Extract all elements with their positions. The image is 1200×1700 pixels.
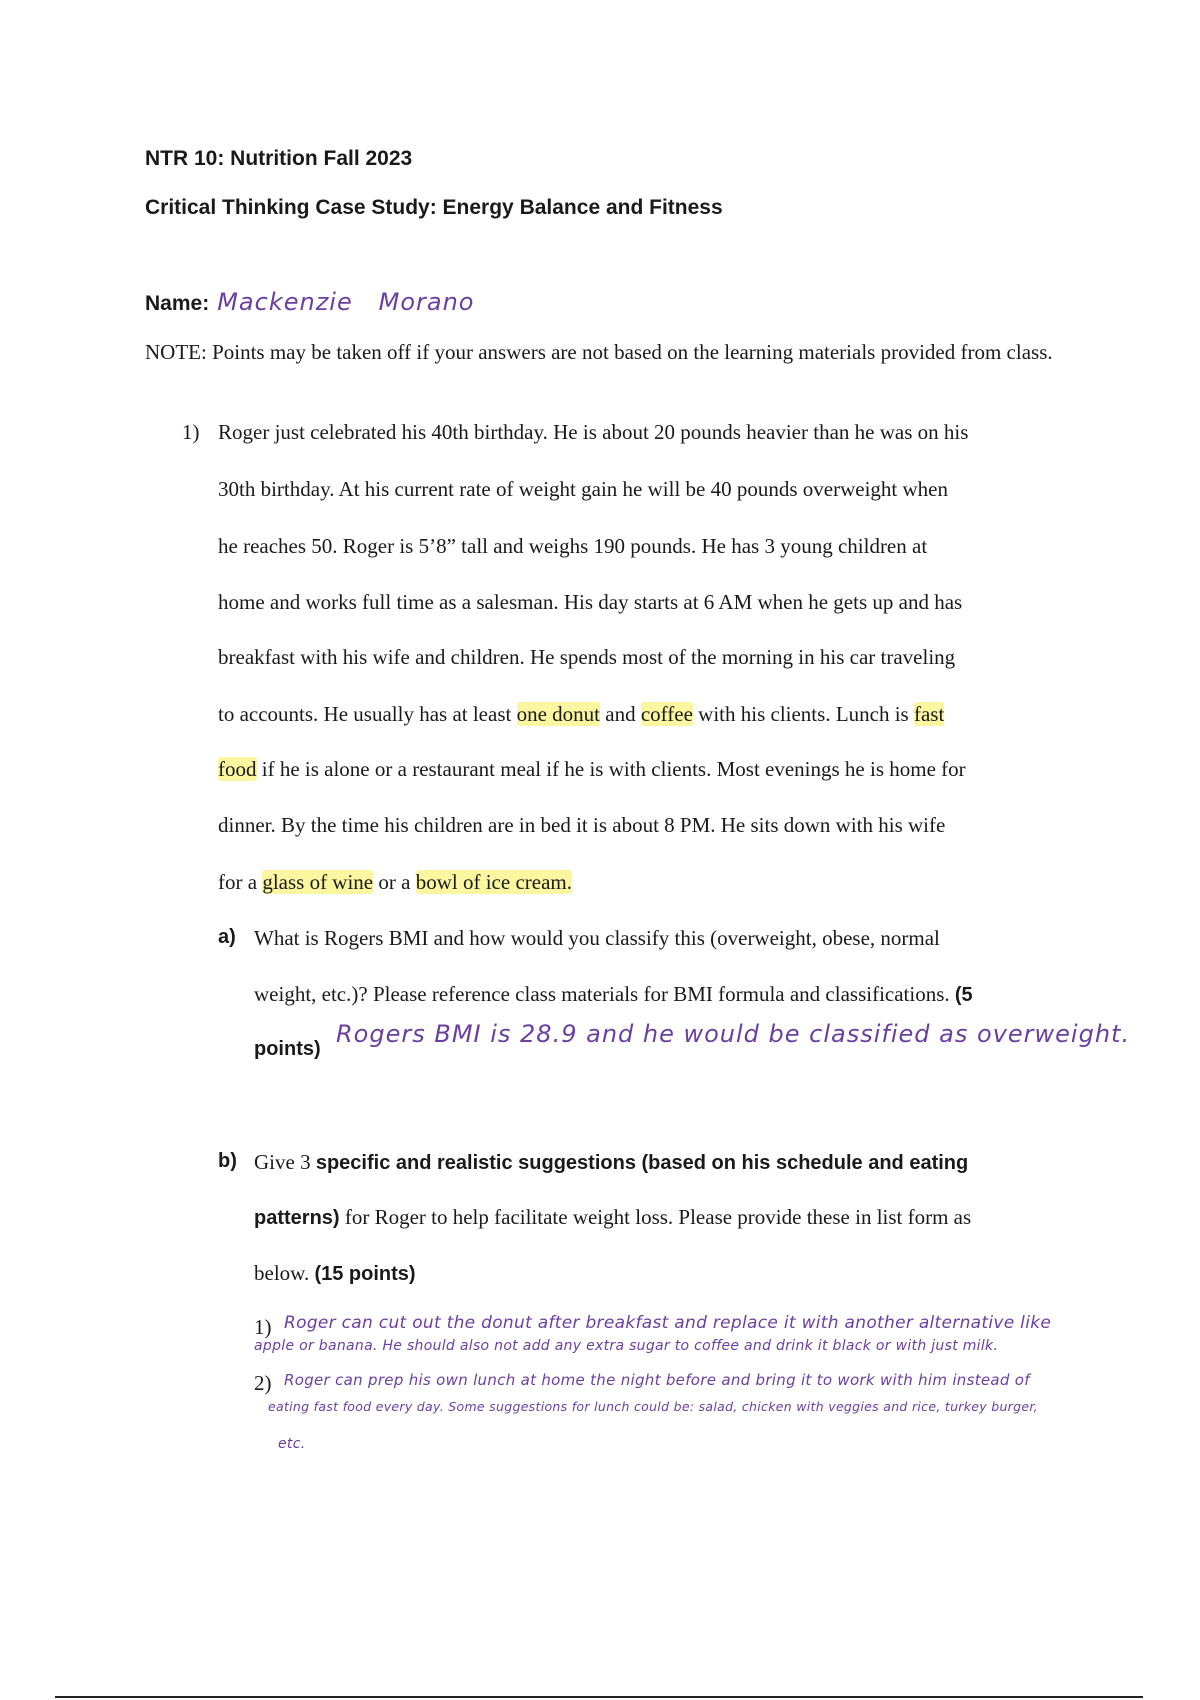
q1-line-3: he reaches 50. Roger is 5’8” tall and weighs 190 pounds. He has 3 young children at xyxy=(218,534,928,558)
part-b-points: (15 points) xyxy=(314,1263,416,1285)
highlight-glass-of-wine: glass of wine xyxy=(262,870,374,894)
q1-line-5: breakfast with his wife and children. He spends most of the morning in his car traveling xyxy=(218,645,956,669)
name-handwritten: Mackenzie Morano xyxy=(217,288,475,316)
q1-line-6 xyxy=(218,702,944,727)
page-bottom-rule xyxy=(55,1696,1143,1698)
highlight-one-donut: one donut xyxy=(516,702,600,726)
highlight-coffee: coffee xyxy=(640,702,693,726)
answer-1-line-1: Roger can cut out the donut after breakfast and replace it with another alternative like xyxy=(284,1313,1052,1333)
q1-line-9-b: or a xyxy=(373,870,416,894)
highlight-bowl-of-ice-cream: bowl of ice cream. xyxy=(415,870,572,894)
part-b-line-1 xyxy=(254,1150,968,1175)
part-a-handwritten-answer: Rogers BMI is 28.9 and he would be classified as overweight. xyxy=(336,1020,1131,1048)
part-a-points-b: points) xyxy=(254,1038,321,1060)
answer-2-line-2: eating fast food every day. Some suggestions for lunch could be: salad, chicken with veggies and rice, turkey burger, xyxy=(268,1399,1038,1414)
answer-2-line-3: etc. xyxy=(278,1436,306,1452)
q1-line-6-c: with his clients. Lunch is xyxy=(692,702,914,726)
highlight-fast: fast xyxy=(913,702,945,726)
part-a-label: a) xyxy=(218,926,236,948)
note-text: NOTE: Points may be taken off if your answers are not based on the learning materials provided from class. xyxy=(145,340,1053,364)
highlight-food: food xyxy=(218,757,257,781)
name-label: Name: xyxy=(145,292,210,315)
answer-2-line-1: Roger can prep his own lunch at home the night before and bring it to work with him instead of xyxy=(284,1371,1030,1389)
answer-1-line-2: apple or banana. He should also not add any extra sugar to coffee and drink it black or with just milk. xyxy=(254,1338,999,1354)
part-a-line-2 xyxy=(254,982,973,1007)
course-title: NTR 10: Nutrition Fall 2023 xyxy=(145,147,413,170)
q1-line-7-a: if he is alone or a restaurant meal if he is with clients. Most evenings he is home for xyxy=(256,757,966,781)
part-a-line-1: What is Rogers BMI and how would you classify this (overweight, obese, normal xyxy=(254,926,940,950)
q1-line-2: 30th birthday. At his current rate of weight gain he will be 40 pounds overweight when xyxy=(218,477,948,501)
answer-2-number: 2) xyxy=(254,1371,272,1395)
q1-line-8: dinner. By the time his children are in bed it is about 8 PM. He sits down with his wife xyxy=(218,813,946,837)
q1-line-6-b: and xyxy=(600,702,641,726)
part-b-line-1-bold: specific and realistic suggestions (based on his schedule and eating xyxy=(315,1152,969,1174)
name-line xyxy=(145,288,474,316)
part-b-label: b) xyxy=(218,1150,237,1172)
part-b-line-1-text: Give 3 xyxy=(254,1150,316,1174)
part-b-line-2-text: for Roger to help facilitate weight loss. Please provide these in list form as xyxy=(339,1205,972,1229)
q1-line-7 xyxy=(218,757,966,782)
q1-line-4: home and works full time as a salesman. His day starts at 6 AM when he gets up and has xyxy=(218,590,963,614)
q1-line-9-a: for a xyxy=(218,870,263,894)
part-b-line-2 xyxy=(254,1205,971,1230)
part-a-points-a: (5 xyxy=(954,984,973,1006)
question-1-number: 1) xyxy=(182,420,200,444)
answer-1-number: 1) xyxy=(254,1315,272,1339)
q1-line-1: Roger just celebrated his 40th birthday. He is about 20 pounds heavier than he was on his xyxy=(218,420,969,444)
q1-line-9 xyxy=(218,870,572,895)
part-b-line-3-text: below. xyxy=(254,1261,315,1285)
case-study-title: Critical Thinking Case Study: Energy Balance and Fitness xyxy=(145,196,723,219)
part-b-line-2-bold: patterns) xyxy=(254,1207,340,1229)
part-a-line-2-text: weight, etc.)? Please reference class materials for BMI formula and classifications. xyxy=(254,982,955,1006)
part-b-line-3 xyxy=(254,1261,416,1286)
q1-line-6-a: to accounts. He usually has at least xyxy=(218,702,517,726)
